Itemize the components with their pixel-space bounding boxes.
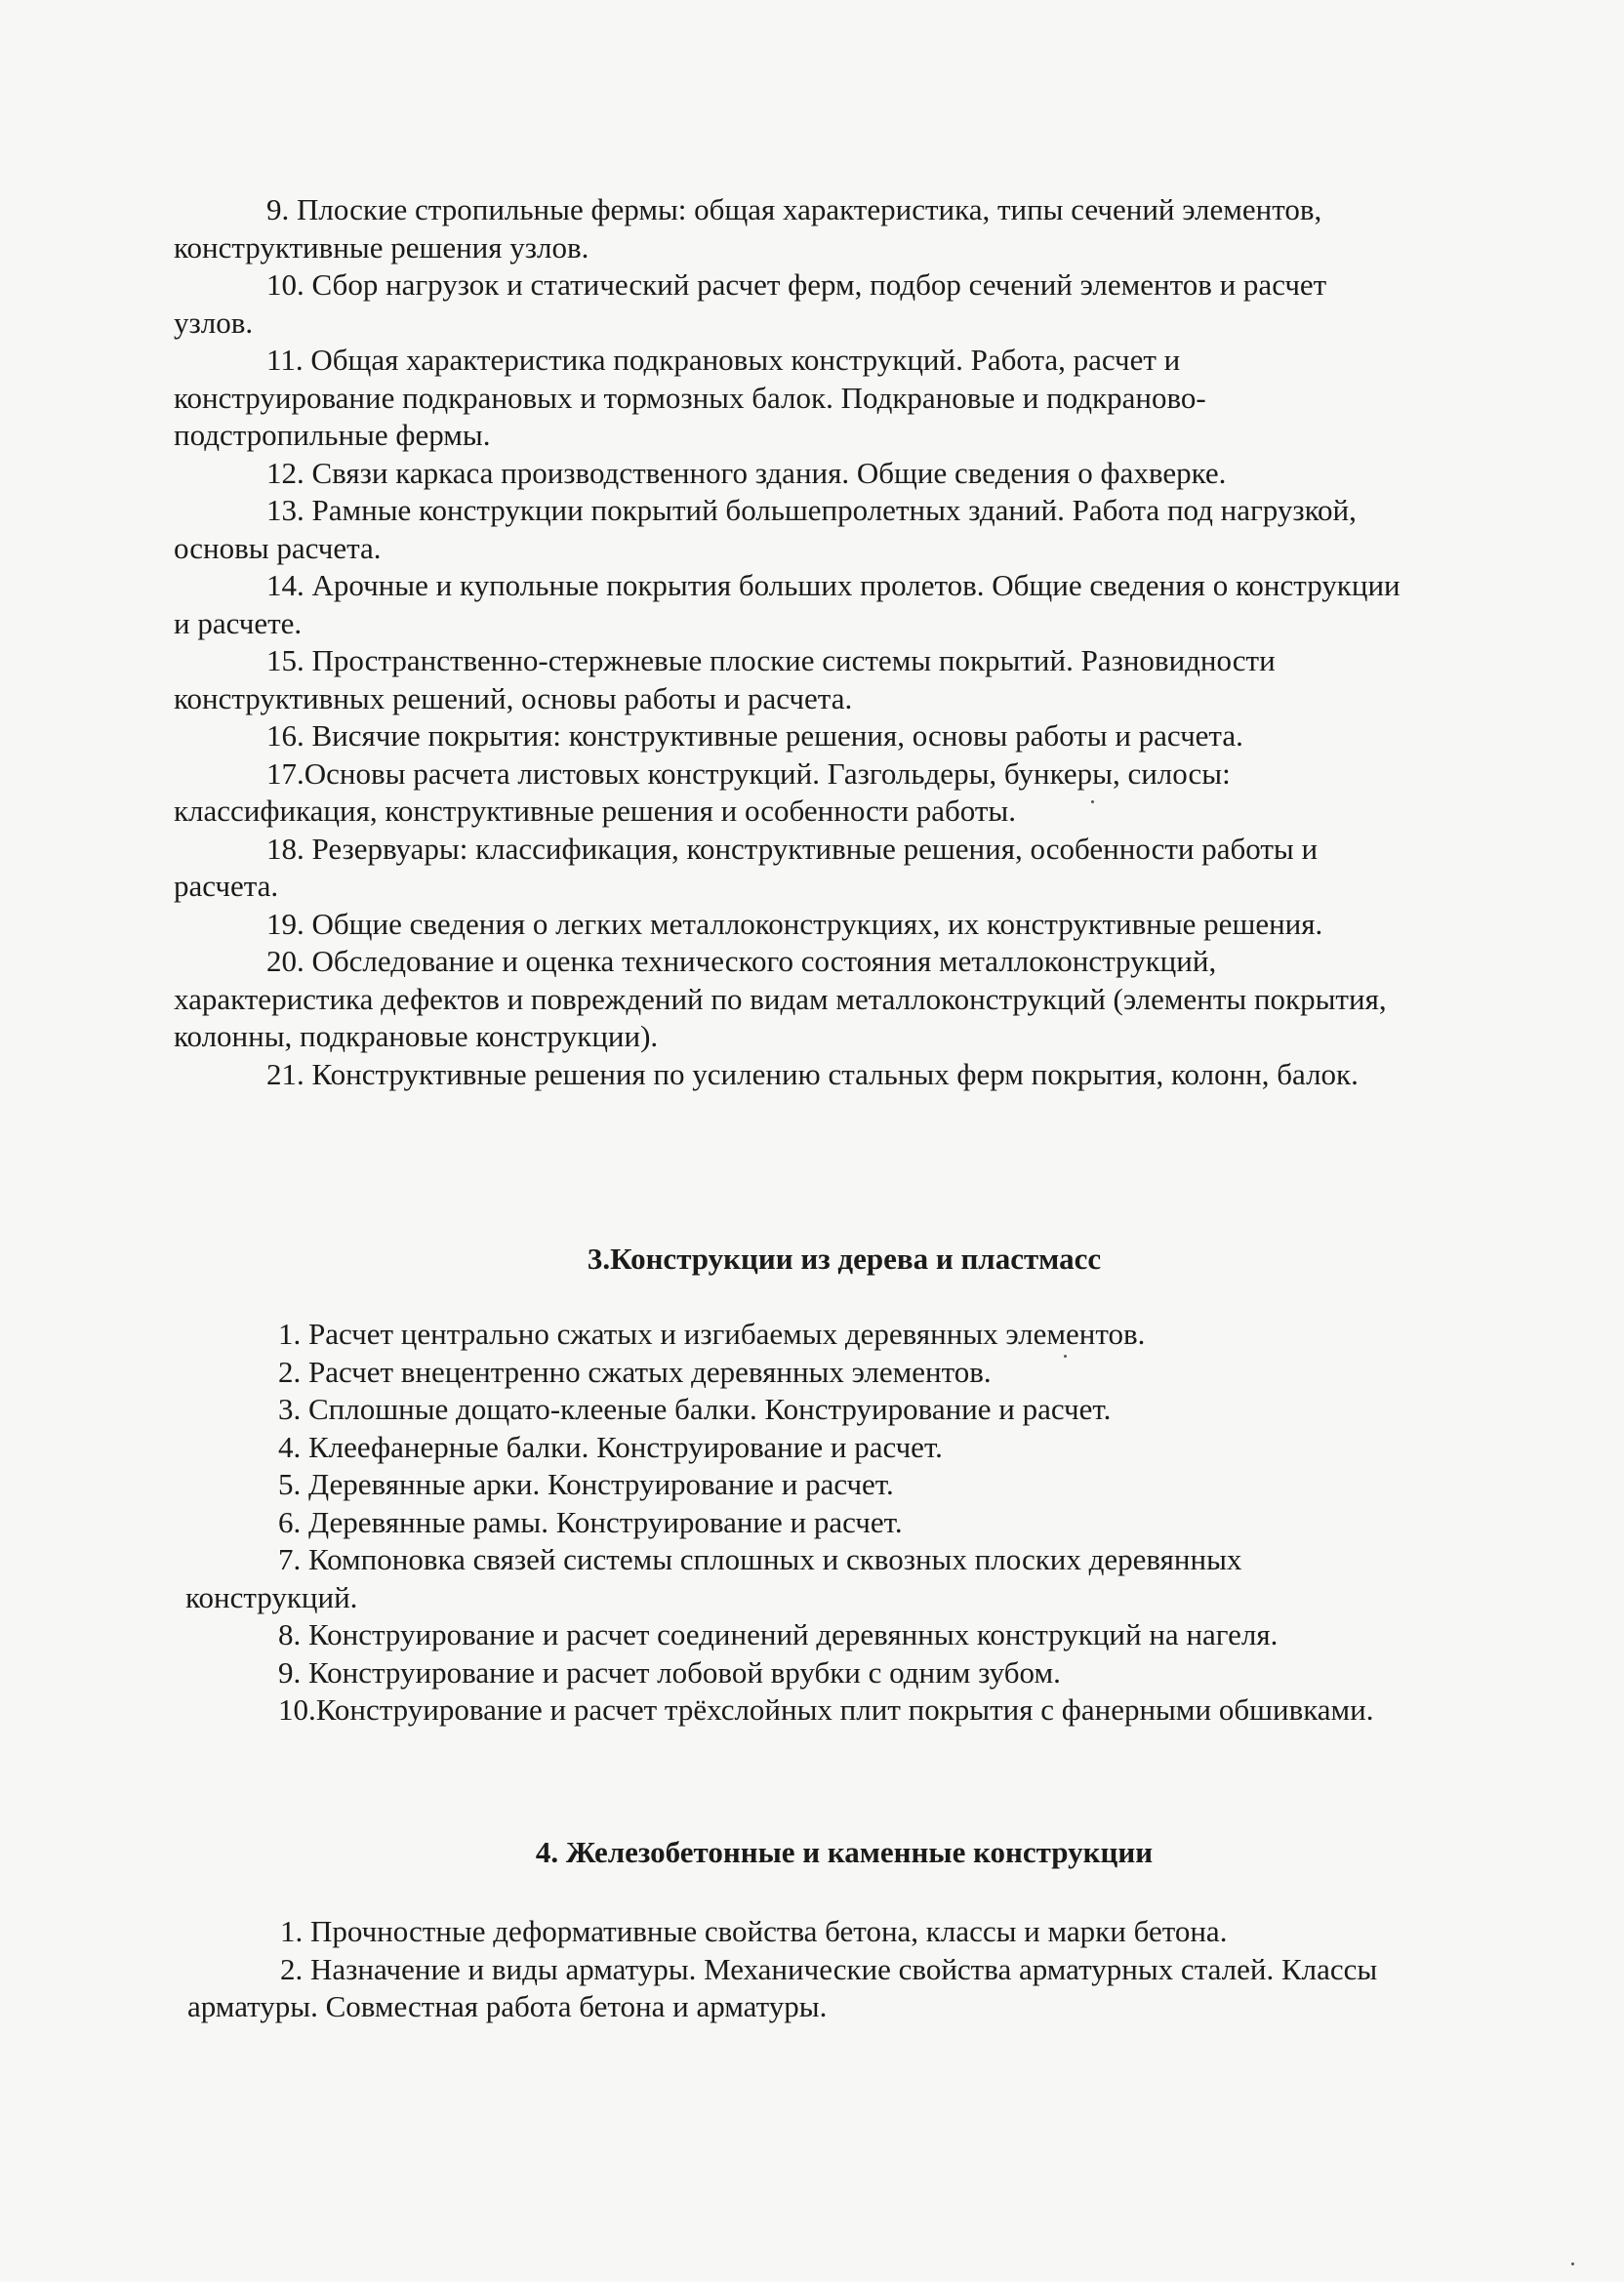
list-item: 17.Основы расчета листовых конструкций. Газгольдеры, бункеры, силосы: классификация, конструктивные решения и особенности работы. <box>174 755 1231 828</box>
list-item: 13. Рамные конструкции покрытий большепролетных зданий. Работа под нагрузкой, основы расчета. <box>174 493 1357 565</box>
section-4-list <box>187 1913 1417 2026</box>
list-item: 21. Конструктивные решения по усилению стальных ферм покрытия, колонн, балок. <box>266 1056 1359 1091</box>
list-item: 11. Общая характеристика подкрановых конструкций. Работа, расчет и конструирование подкрановых и тормозных балок. Подкрановые и подкраново-подстропильные фермы. <box>174 343 1206 452</box>
scan-speck <box>1064 1355 1067 1358</box>
list-item: 1. Прочностные деформативные свойства бетона, классы и марки бетона. <box>280 1914 1228 1948</box>
list-item: 2. Расчет внецентренно сжатых деревянных элементов. <box>278 1354 992 1389</box>
list-item: 15. Пространственно-стержневые плоские системы покрытий. Разновидности конструктивных решений, основы работы и расчета. <box>174 643 1276 715</box>
list-item: 10.Конструирование и расчет трёхслойных плит покрытия с фанерными обшивками. <box>278 1692 1374 1727</box>
list-item: 14. Арочные и купольные покрытия больших пролетов. Общие сведения о конструкции и расчете. <box>174 568 1401 640</box>
section-3-title: 3.Конструкции из дерева и пластмасс <box>587 1242 1102 1276</box>
section-3-list <box>185 1316 1415 1730</box>
list-item: 12. Связи каркаса производственного здания. Общие сведения о фахверке. <box>266 455 1227 490</box>
list-item: 3. Сплошные дощато-клееные балки. Конструирование и расчет. <box>278 1392 1112 1426</box>
scan-speck <box>1571 2262 1574 2265</box>
list-item: 9. Конструирование и расчет лобовой врубки с одним зубом. <box>278 1654 1061 1690</box>
list-item: 20. Обследование и оценка технического состояния металлоконструкций, характеристика дефектов и повреждений по видам металлоконструкций (элементы покрытия, колонны, подкрановые конструкции). <box>174 944 1387 1053</box>
scan-speck <box>1091 800 1094 803</box>
list-item: 16. Висячие покрытия: конструктивные решения, основы работы и расчета. <box>266 718 1243 753</box>
list-item: 1. Расчет центрально сжатых и изгибаемых деревянных элементов. <box>278 1317 1146 1351</box>
section-2-list <box>174 191 1403 1093</box>
list-item: 18. Резервуары: классификация, конструктивные решения, особенности работы и расчета. <box>174 831 1319 903</box>
list-item: 9. Плоские стропильные фермы: общая характеристика, типы сечений элементов, конструктивные решения узлов. <box>174 192 1322 265</box>
list-item: 8. Конструирование и расчет соединений деревянных конструкций на нагеля. <box>278 1617 1279 1651</box>
list-item: 6. Деревянные рамы. Конструирование и расчет. <box>278 1504 903 1539</box>
list-item: 7. Компоновка связей системы сплошных и сквозных плоских деревянных конструкций. <box>185 1542 1242 1614</box>
list-item: 4. Клеефанерные балки. Конструирование и расчет. <box>278 1429 943 1464</box>
section-4-title: 4. Железобетонные и каменные конструкции <box>535 1835 1154 1869</box>
list-item: 10. Сбор нагрузок и статический расчет ферм, подбор сечений элементов и расчет узлов. <box>174 267 1327 340</box>
list-item: 5. Деревянные арки. Конструирование и расчет. <box>278 1467 894 1501</box>
list-item: 19. Общие сведения о легких металлоконструкциях, их конструктивные решения. <box>266 906 1323 941</box>
list-item: 2. Назначение и виды арматуры. Механические свойства арматурных сталей. Классы арматуры. Совместная работа бетона и арматуры. <box>187 1951 1378 2023</box>
